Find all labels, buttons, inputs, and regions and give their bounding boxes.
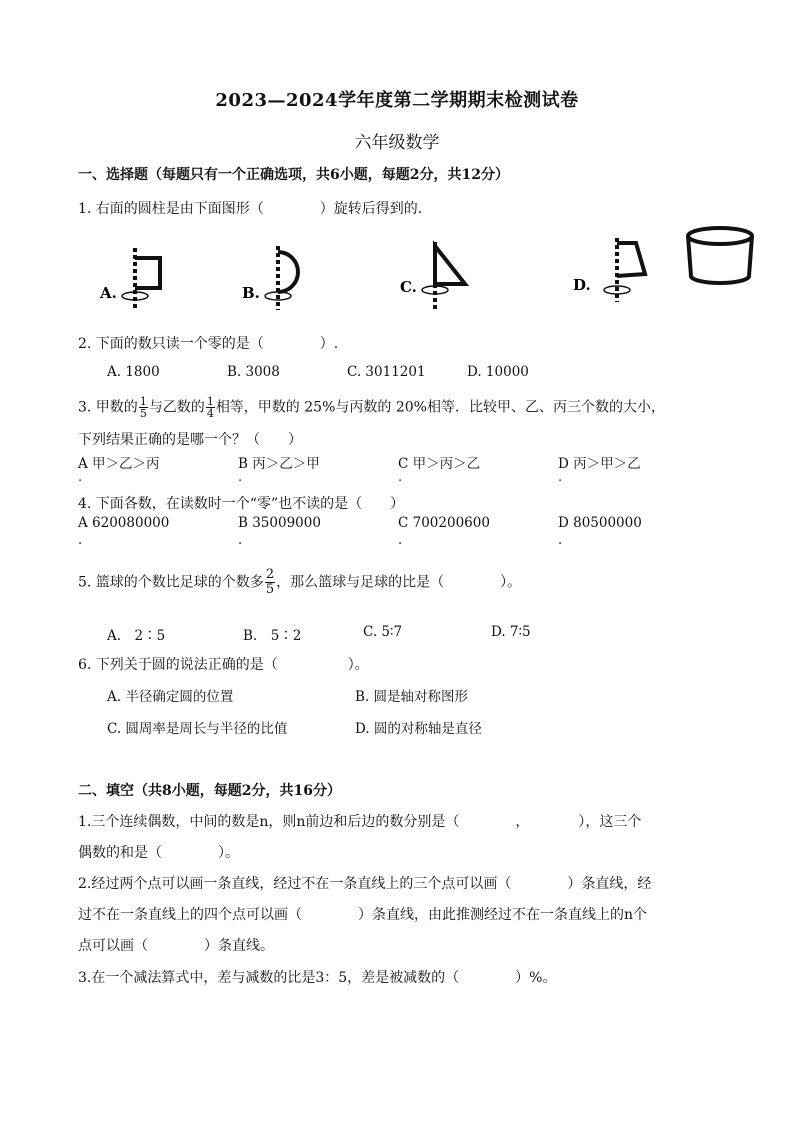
q2-option-b: B. 3008 bbox=[227, 364, 280, 380]
q2-option-c: C. 3011201 bbox=[347, 364, 426, 380]
figure-a bbox=[99, 248, 160, 310]
q5-option-a: A. 2∶5 bbox=[107, 628, 166, 644]
s2-q1-line1: 1.三个连续偶数，中间的数是n，则n前边和后边的数分别是（ ， ），这三个 bbox=[78, 814, 642, 830]
trapezoid-shape bbox=[617, 243, 645, 276]
q6-option-c: C. 圆周率是周长与半径的比值 bbox=[107, 721, 288, 737]
q4-option-b: B 35009000 bbox=[238, 515, 321, 531]
q4-dot-d: . bbox=[558, 533, 563, 548]
q3-dot-b: . bbox=[238, 470, 243, 485]
q5-text-part1: 5. 篮球的个数比足球的个数多 bbox=[78, 574, 264, 591]
q3-fraction-2 bbox=[206, 396, 215, 419]
q3-option-b: B 丙＞乙＞甲 bbox=[238, 456, 320, 472]
q2-option-d: D. 10000 bbox=[467, 364, 529, 380]
figure-c bbox=[400, 242, 465, 310]
semicircle-shape bbox=[278, 252, 298, 292]
q4-dot-a: . bbox=[78, 533, 83, 548]
q6-text: 6. 下列关于圆的说法正确的是（ ）。 bbox=[78, 657, 369, 673]
q3-fraction-1 bbox=[139, 396, 148, 419]
q5-option-b: B. 5∶2 bbox=[243, 628, 302, 644]
section1-heading: 一、选择题（每题只有一个正确选项，共6小题，每题2分，共12分） bbox=[78, 167, 509, 183]
figure-d bbox=[573, 238, 645, 302]
fraction-numerator: 1 bbox=[206, 395, 214, 408]
cylinder-figure bbox=[688, 228, 752, 283]
rectangle-shape bbox=[135, 258, 160, 288]
figure-d-label: D. bbox=[573, 276, 591, 294]
q3-dot-a: . bbox=[78, 470, 83, 485]
q3-line1 bbox=[78, 396, 665, 419]
s2-q2-line3: 点可以画（ ）条直线。 bbox=[78, 938, 274, 954]
figure-a-label: A. bbox=[100, 284, 117, 302]
q1-text: 1. 右面的圆柱是由下面图形（ ）旋转后得到的. bbox=[78, 201, 423, 217]
q5-option-c: C. 5∶7 bbox=[363, 624, 403, 640]
q3-line2: 下列结果正确的是哪一个？（ ） bbox=[78, 432, 302, 448]
q4-dot-b: . bbox=[238, 533, 243, 548]
q1-figures bbox=[80, 218, 780, 318]
fraction-denominator: 5 bbox=[265, 582, 275, 597]
q4-text: 4. 下面各数，在读数时一个“零”也不读的是（ ） bbox=[78, 496, 405, 512]
q3-option-d: D 丙＞甲＞乙 bbox=[558, 456, 641, 472]
q3-text-part1: 3. 甲数的 bbox=[78, 399, 138, 416]
s2-q3-line1: 3.在一个减法算式中，差与减数的比是3：5，差是被减数的（ ）%。 bbox=[78, 970, 557, 986]
fraction-denominator: 4 bbox=[206, 407, 214, 420]
s2-q1-line2: 偶数的和是（ ）。 bbox=[78, 845, 239, 861]
q5-text bbox=[78, 568, 521, 597]
q3-dot-c: . bbox=[398, 470, 403, 485]
q2-text: 2. 下面的数只读一个零的是（ ）. bbox=[78, 336, 339, 352]
q5-fraction bbox=[265, 568, 275, 597]
q3-option-c: C 甲＞丙＞乙 bbox=[398, 456, 481, 472]
figure-b bbox=[242, 246, 298, 310]
q6-option-d: D. 圆的对称轴是直径 bbox=[355, 721, 482, 737]
q3-option-a: A 甲＞乙＞丙 bbox=[78, 456, 160, 472]
q4-option-a: A 620080000 bbox=[78, 515, 170, 531]
q4-option-c: C 700200600 bbox=[398, 515, 490, 531]
q6-option-a: A. 半径确定圆的位置 bbox=[107, 689, 234, 705]
q2-option-a: A. 1800 bbox=[107, 364, 160, 380]
q3-text-part2: 与乙数的 bbox=[148, 399, 205, 416]
page-subtitle: 六年级数学 bbox=[354, 133, 440, 153]
q3-text-part3: 相等，甲数的 25%与丙数的 20%相等．比较甲、乙、丙三个数的大小， bbox=[215, 399, 665, 416]
q5-text-part2: ，那么篮球与足球的比是（ ）。 bbox=[276, 574, 522, 591]
fraction-numerator: 2 bbox=[265, 567, 275, 582]
section2-heading: 二、填空（共8小题，每题2分，共16分） bbox=[78, 783, 341, 799]
figure-c-label: C. bbox=[400, 278, 417, 296]
q3-dot-d: . bbox=[558, 470, 563, 485]
triangle-shape bbox=[435, 246, 465, 284]
q4-dot-c: . bbox=[398, 533, 403, 548]
q6-option-b: B. 圆是轴对称图形 bbox=[355, 689, 469, 705]
s2-q2-line1: 2.经过两个点可以画一条直线，经过不在一条直线上的三个点可以画（ ）条直线，经 bbox=[78, 876, 652, 892]
page-title: 2023—2024学年度第二学期期末检测试卷 bbox=[215, 90, 579, 111]
fraction-denominator: 5 bbox=[139, 407, 147, 420]
q5-option-d: D. 7∶5 bbox=[491, 624, 531, 640]
figure-b-label: B. bbox=[242, 284, 260, 302]
q4-option-d: D 80500000 bbox=[558, 515, 642, 531]
fraction-numerator: 1 bbox=[139, 395, 147, 408]
s2-q2-line2: 过不在一条直线上的四个点可以画（ ）条直线，由此推测经过不在一条直线上的n个 bbox=[78, 907, 648, 923]
